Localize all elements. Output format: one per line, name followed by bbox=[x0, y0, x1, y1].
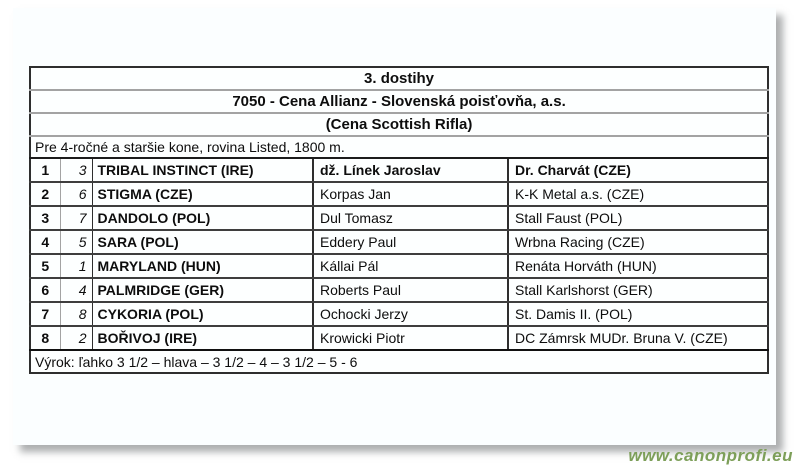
table-row bbox=[30, 254, 768, 278]
owner-cell: Dr. Charvát (CZE) bbox=[508, 158, 768, 182]
jockey-cell: dž. Línek Jaroslav bbox=[313, 158, 508, 182]
horse-cell: PALMRIDGE (GER) bbox=[92, 278, 313, 302]
owner-cell: DC Zámrsk MUDr. Bruna V. (CZE) bbox=[508, 326, 768, 350]
horse-cell: SARA (POL) bbox=[92, 230, 313, 254]
place-cell: 6 bbox=[30, 278, 60, 302]
race-title: 3. dostihy bbox=[30, 67, 768, 90]
start-number-cell: 2 bbox=[60, 326, 92, 350]
owner-cell: St. Damis II. (POL) bbox=[508, 302, 768, 326]
jockey-cell: Krowicki Piotr bbox=[313, 326, 508, 350]
table-row bbox=[30, 206, 768, 230]
race-name-row bbox=[30, 90, 768, 113]
jockey-cell: Dul Tomasz bbox=[313, 206, 508, 230]
place-cell: 1 bbox=[30, 158, 60, 182]
jockey-cell: Ochocki Jerzy bbox=[313, 302, 508, 326]
table-row bbox=[30, 302, 768, 326]
start-number-cell: 5 bbox=[60, 230, 92, 254]
race-number-row bbox=[30, 67, 768, 90]
place-cell: 5 bbox=[30, 254, 60, 278]
table-row bbox=[30, 182, 768, 206]
horse-cell: TRIBAL INSTINCT (IRE) bbox=[92, 158, 313, 182]
horse-cell: MARYLAND (HUN) bbox=[92, 254, 313, 278]
owner-cell: Wrbna Racing (CZE) bbox=[508, 230, 768, 254]
jockey-cell: Korpas Jan bbox=[313, 182, 508, 206]
race-verdict: Výrok: ľahko 3 1/2 – hlava – 3 1/2 – 4 – 3 1/2 – 5 - 6 bbox=[35, 353, 358, 370]
jockey-cell: Roberts Paul bbox=[313, 278, 508, 302]
place-cell: 4 bbox=[30, 230, 60, 254]
race-conditions-row bbox=[30, 136, 768, 158]
race-subtitle-row bbox=[30, 113, 768, 136]
place-cell: 7 bbox=[30, 302, 60, 326]
start-number-cell: 7 bbox=[60, 206, 92, 230]
verdict-row bbox=[30, 350, 768, 373]
jockey-cell: Eddery Paul bbox=[313, 230, 508, 254]
place-cell: 2 bbox=[30, 182, 60, 206]
start-number-cell: 8 bbox=[60, 302, 92, 326]
table-row bbox=[30, 230, 768, 254]
start-number-cell: 1 bbox=[60, 254, 92, 278]
place-cell: 8 bbox=[30, 326, 60, 350]
race-results-table bbox=[29, 66, 769, 374]
jockey-cell: Kállai Pál bbox=[313, 254, 508, 278]
horse-cell: CYKORIA (POL) bbox=[92, 302, 313, 326]
owner-cell: K-K Metal a.s. (CZE) bbox=[508, 182, 768, 206]
race-name: 7050 - Cena Allianz - Slovenská poisťovňa, a.s. bbox=[30, 90, 768, 113]
owner-cell: Stall Faust (POL) bbox=[508, 206, 768, 230]
start-number-cell: 6 bbox=[60, 182, 92, 206]
owner-cell: Stall Karlshorst (GER) bbox=[508, 278, 768, 302]
start-number-cell: 4 bbox=[60, 278, 92, 302]
horse-cell: BOŘIVOJ (IRE) bbox=[92, 326, 313, 350]
race-subtitle: (Cena Scottish Rifla) bbox=[30, 113, 768, 136]
watermark-link[interactable]: www.canonprofi.eu bbox=[628, 446, 793, 465]
table-row bbox=[30, 158, 768, 182]
horse-cell: STIGMA (CZE) bbox=[92, 182, 313, 206]
table-row bbox=[30, 326, 768, 350]
horse-cell: DANDOLO (POL) bbox=[92, 206, 313, 230]
document-sheet bbox=[13, 8, 776, 445]
table-row bbox=[30, 278, 768, 302]
place-cell: 3 bbox=[30, 206, 60, 230]
race-conditions: Pre 4-ročné a staršie kone, rovina Listed, 1800 m. bbox=[30, 136, 768, 158]
start-number-cell: 3 bbox=[60, 158, 92, 182]
owner-cell: Renáta Horváth (HUN) bbox=[508, 254, 768, 278]
